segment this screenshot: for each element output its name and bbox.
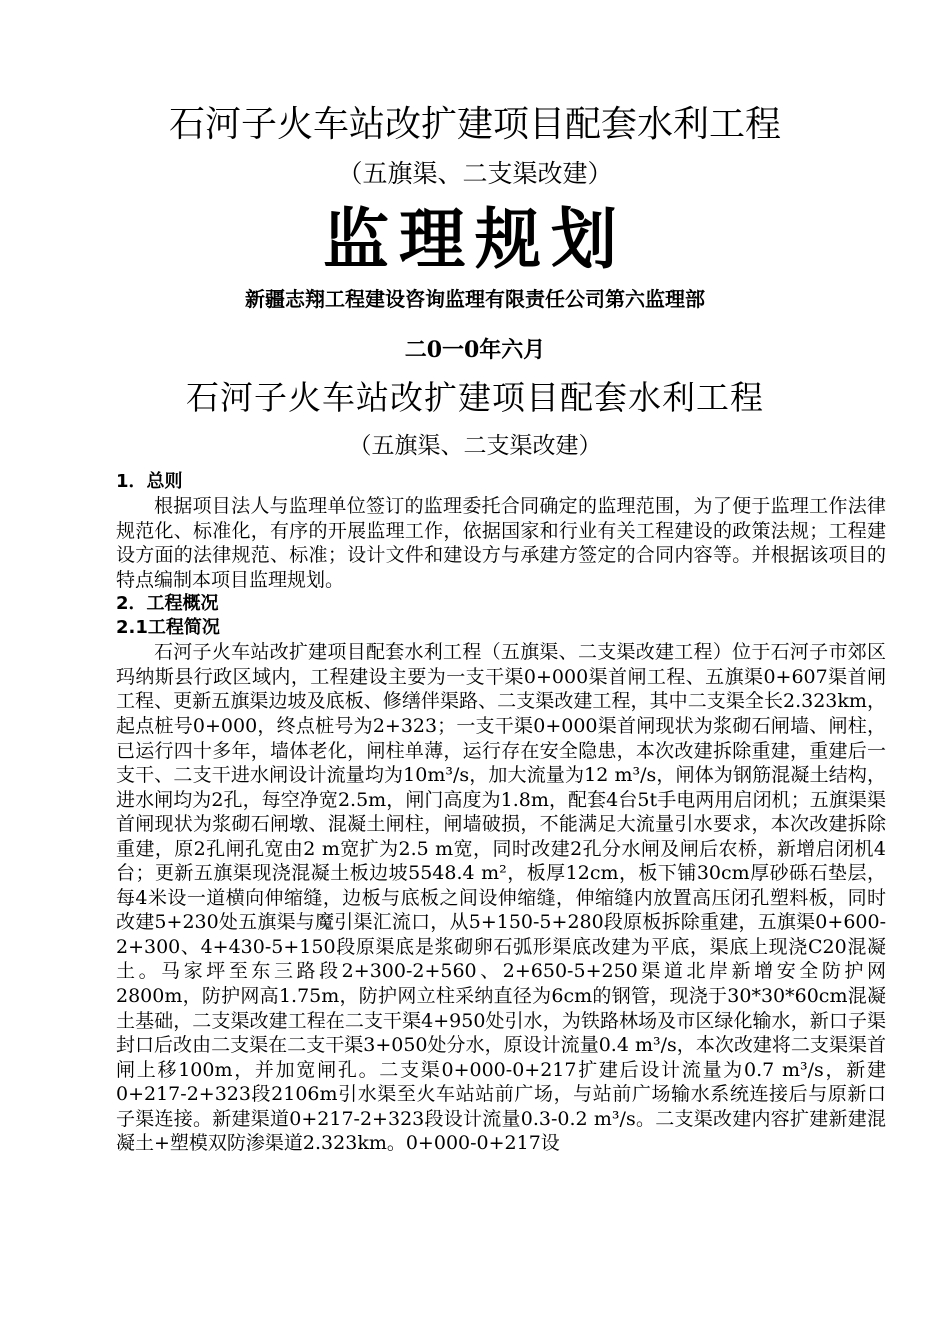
section-1-heading: 1．总则 (116, 471, 183, 492)
section-2-1-paragraph: 石河子火车站改扩建项目配套水利工程（五旗渠、二支渠改建工程）位于石河子市郊区玛纳斯县行政区域内，工程建设主要为一支干渠0+000渠首闸工程、五旗渠0+607渠首闸工程、更新五旗渠边坡及底板、修缮伴渠路、二支渠改建工程，其中二支渠全长2.323km，起点桩号0+000，终点桩号为2+323；一支干渠0+000渠首闸现状为浆砌石闸墙、闸柱，已运行四十多年，墙体老化，闸柱单薄，运行存在安全隐患，本次改建拆除重建，重建后一支干、二支干进水闸设计流量均为10m³/s，加大流量为12 m³/s，闸体为钢筋混凝土结构，进水闸均为2孔，每空净宽2.5m，闸门高度为1.8m，配套4台5t手电两用启闭机；五旗渠渠首闸现状为浆砌石闸墩、混凝土闸柱，闸墙破损，不能满足大流量引水要求，本次改建拆除重建，原2孔闸孔宽由2 m宽扩为2.5 m宽，同时改建2孔分水闸及闸后农桥，新增启闭机4台；更新五旗渠现浇混凝土板边坡5548.4 m²，板厚12cm，板下铺30cm厚砂砾石垫层，每4米设一道横向伸缩缝，边板与底板之间设伸缩缝，伸缩缝内放置高压闭孔塑料板，同时改建5+230处五旗渠与魔引渠汇流口，从5+150-5+280段原板拆除重建，五旗渠0+600-2+300、4+430-5+150段原渠底是浆砌卵石弧形渠底改建为平底，渠底上现浇C20混凝土。马家坪至东三路段2+300-2+560、2+650-5+250渠道北岸新增安全防护网2800m，防护网高1.75m，防护网立柱采纳直径为6cm的钢管，现浇于30*30*60cm混凝土基础，二支渠改建工程在二支干渠4+950处引水，为铁路林场及市区绿化输水，新口子渠封口后改由二支渠在二支干渠3+050处分水，原设计流量0.4 m³/s，本次改建将二支渠渠首闸上移100m，并加宽闸孔。二支渠0+000-0+217扩建后设计流量为0.7 m³/s，新建0+217-2+323段2106m引水渠至火车站站前广场，与站前广场输水系统连接后与原新口子渠连接。新建渠道0+217-2+323段设计流量0.3-0.2 m³/s。二支渠改建内容扩建新建混凝土+塑模双防渗渠道2.323km。0+000-0+217设 (116, 641, 886, 1155)
main-title: 监理规划 (323, 201, 627, 278)
section-2-1-heading: 2.1工程简况 (116, 617, 220, 639)
organization-name: 新疆志翔工程建设咨询监理有限责任公司第六监理部 (245, 287, 705, 311)
content-subtitle: （五旗渠、二支渠改建） (348, 433, 602, 459)
cover-title: 石河子火车站改扩建项目配套水利工程 (168, 104, 781, 145)
section-2-heading: 2．工程概况 (116, 593, 219, 615)
document-body (116, 470, 886, 1156)
content-title: 石河子火车站改扩建项目配套水利工程 (186, 378, 764, 417)
section-1-paragraph: 根据项目法人与监理单位签订的监理委托合同确定的监理范围，为了便于监理工作法律规范化、标准化，有序的开展监理工作，依据国家和行业有关工程建设的政策法规；工程建设方面的法律规范、标准；设计文件和建设方与承建方签定的合同内容等。并根据该项目的特点编制本项目监理规划。 (116, 495, 886, 591)
cover-subtitle: （五旗渠、二支渠改建） (337, 159, 613, 188)
document-date: 二0一0年六月 (404, 337, 546, 363)
